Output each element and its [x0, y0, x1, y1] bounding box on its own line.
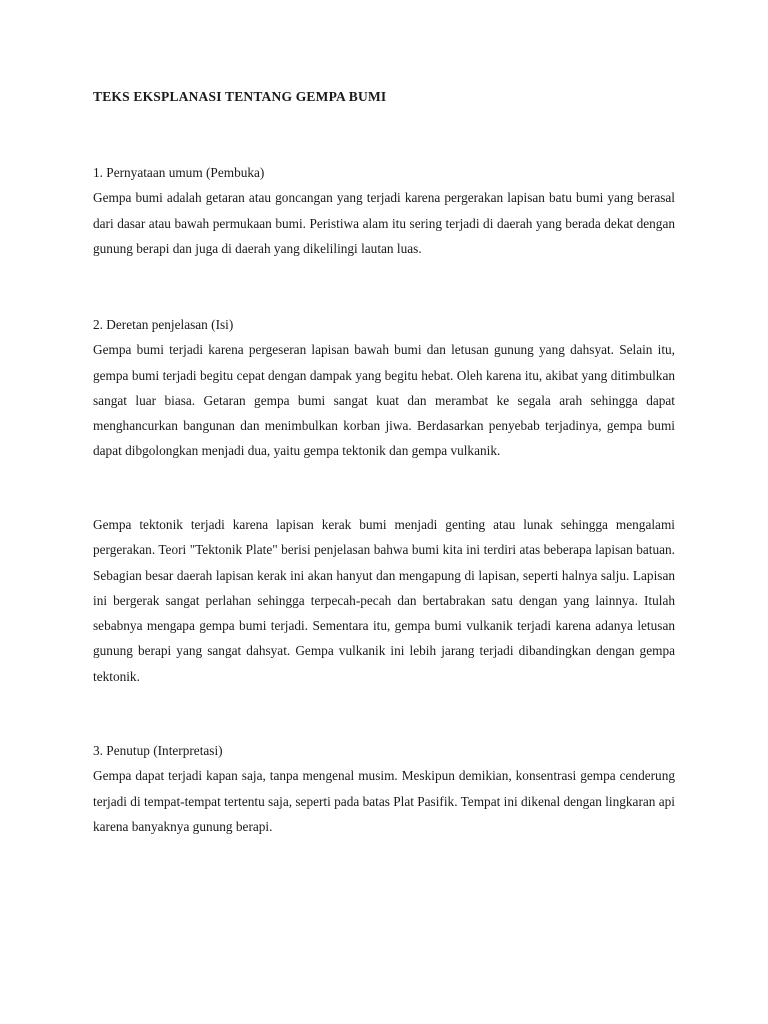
section-paragraph: Gempa bumi terjadi karena pergeseran lapisan bawah bumi dan letusan gunung yang dahsyat. Selain itu, gempa bumi terjadi begitu cepat dengan dampak yang begitu hebat. Oleh karena itu, akibat yang ditimbulkan sangat luar biasa. Getaran gempa bumi sangat kuat dan merambat ke segala arah sehingga dapat menghancurkan bangunan dan menimbulkan korban jiwa. Berdasarkan penyebab terjadinya, gempa bumi dapat dibgolongkan menjadi dua, yaitu gempa tektonik dan gempa vulkanik. [93, 342, 675, 459]
document-title: TEKS EKSPLANASI TENTANG GEMPA BUMI [93, 89, 387, 104]
section-penutup [93, 738, 675, 839]
section-paragraph: Gempa bumi adalah getaran atau goncangan yang terjadi karena pergerakan lapisan batu bumi yang berasal dari dasar atau bawah permukaan bumi. Peristiwa alam itu sering terjadi di daerah yang berada dekat dengan gunung berapi dan juga di daerah yang dikelilingi lautan luas. [93, 190, 675, 256]
section-heading: 2. Deretan penjelasan (Isi) [93, 317, 234, 332]
section-isi-lanjutan [93, 512, 675, 689]
section-pembuka [93, 160, 675, 261]
section-paragraph: Gempa tektonik terjadi karena lapisan kerak bumi menjadi genting atau lunak sehingga mengalami pergerakan. Teori "Tektonik Plate" berisi penjelasan bahwa bumi kita ini terdiri atas beberapa lapisan batuan. Sebagian besar daerah lapisan kerak ini akan hanyut dan mengapung di lapisan, seperti halnya salju. Lapisan ini bergerak sangat perlahan sehingga terpecah-pecah dan bertabrakan satu dengan yang lainnya. Itulah sebabnya mengapa gempa bumi terjadi. Sementara itu, gempa bumi vulkanik terjadi karena adanya letusan gunung berapi yang sangat dahsyat. Gempa vulkanik ini lebih jarang terjadi dibandingkan dengan gempa tektonik. [93, 517, 675, 684]
section-heading: 1. Pernyataan umum (Pembuka) [93, 165, 265, 180]
section-isi [93, 312, 675, 464]
section-heading: 3. Penutup (Interpretasi) [93, 743, 223, 758]
section-paragraph: Gempa dapat terjadi kapan saja, tanpa mengenal musim. Meskipun demikian, konsentrasi gempa cenderung terjadi di tempat-tempat tertentu saja, seperti pada batas Plat Pasifik. Tempat ini dikenal dengan lingkaran api karena banyaknya gunung berapi. [93, 768, 675, 834]
